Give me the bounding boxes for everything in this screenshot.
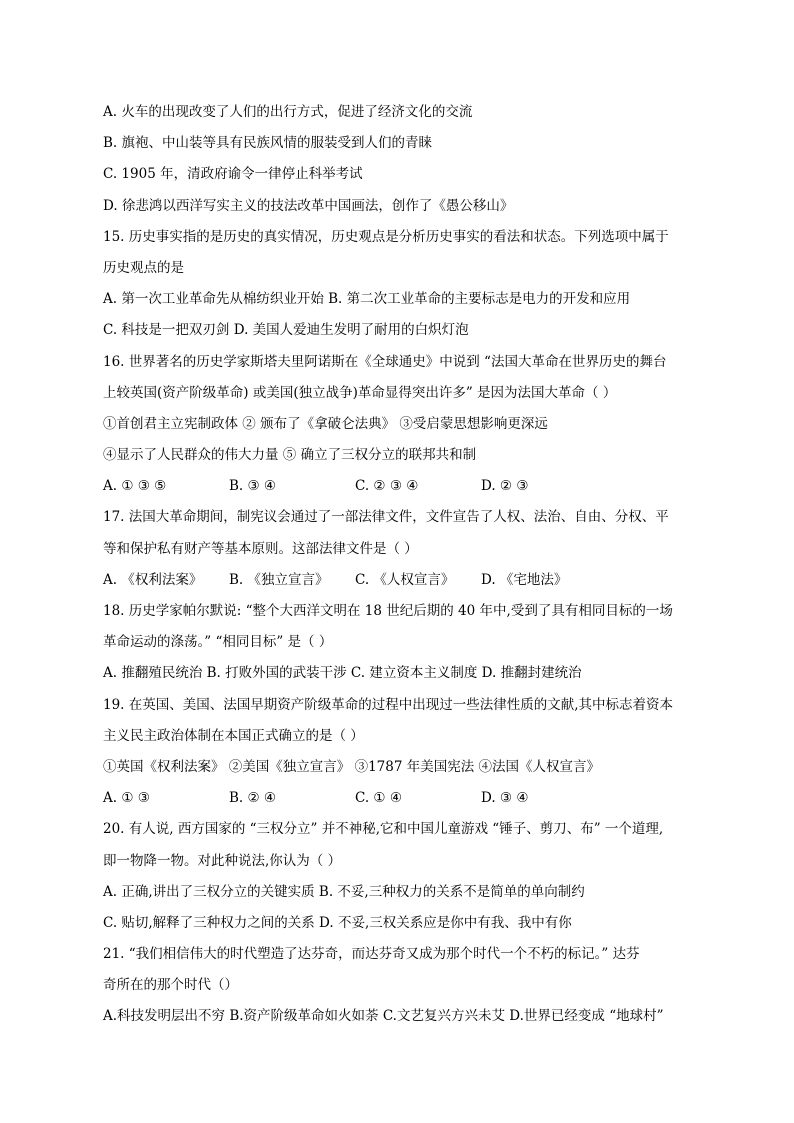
q18-options-line: A. 推翻殖民统治 B. 打败外国的武装干涉 C. 建立资本主义制度 D. 推翻封建统治 [103,665,582,682]
q14-option-a: A. 火车的出现改变了人们的出行方式，促进了经济文化的交流 [103,104,473,120]
q21-stem-line1: 21. “我们相信伟大的时代塑造了达芬奇，而达芬奇又成为那个时代一个不朽的标记。” 达芬 [103,946,640,963]
q16-items-line1: ①首创君主立宪制政体 ② 颁布了《拿破仑法典》 ③受启蒙思想影响更深远 [103,415,548,432]
q18-stem-line1: 18. 历史学家帕尔默说: “整个大西洋文明在 18 世纪后期的 40 年中,受到了具有相同目标的一场 [103,603,673,619]
q19-stem-line2: 主义民主政治体制在本国正式确立的是（ ） [103,727,364,744]
document-page [103,97,699,1033]
q16-items-line2: ④显示了人民群众的伟大力量 ⑤ 确立了三权分立的联邦共和制 [103,447,477,464]
q19-options-row [103,783,699,814]
q17-option-c: C. 《人权宣言》 [355,571,455,588]
q15-options-line1: A. 第一次工业革命先从棉纺织业开始 B. 第二次工业革命的主要标志是电力的开发和应用 [103,291,631,308]
q19-items-line: ①英国《权利法案》 ②美国《独立宣言》 ③1787 年美国宪法 ④法国《人权宣言》 [103,758,601,775]
q14-option-c: C. 1905 年，清政府谕令一律停止科举考试 [103,166,363,183]
q17-options-row [103,565,699,596]
q16-option-b: B. ③ ④ [229,478,276,495]
q14-option-d: D. 徐悲鸿以西洋写实主义的技法改革中国画法，创作了《愚公移山》 [103,197,514,214]
q17-stem-line2: 等和保护私有财产等基本原则。这部法律文件是（ ） [103,540,418,557]
q20-stem-line1: 20. 有人说, 西方国家的 “三权分立” 并不神秘,它和中国儿童游戏 “锤子、剪刀、布” 一个道理, [103,821,664,838]
q15-stem-line2: 历史观点的是 [103,259,184,276]
q15-stem-line1: 15. 历史事实指的是历史的真实情况，历史观点是分析历史事实的看法和状态。下列选项中属于 [103,228,669,245]
q20-stem-line2: 即一物降一物。对此种说法,你认为（ ） [103,852,342,869]
q19-option-c: C. ① ④ [355,790,402,807]
q14-option-b: B. 旗袍、中山装等具有民族风情的服装受到人们的青睐 [103,135,433,152]
q16-stem-line2: 上较英国(资产阶级革命) 或美国(独立战争)革命显得突出许多” 是因为法国大革命（ ） [103,384,617,401]
q16-options-row [103,471,699,502]
q15-options-line2: C. 科技是一把双刃剑 D. 美国人爱迪生发明了耐用的白炽灯泡 [103,322,469,339]
q18-stem-line2: 革命运动的涤荡。” “相同目标” 是（ ） [103,634,333,651]
q20-options-line1: A. 正确,讲出了三权分立的关键实质 B. 不妥,三种权力的关系不是简单的单向制约 [103,883,585,900]
q16-option-a: A. ① ③ ⑤ [103,478,167,495]
q19-option-a: A. ① ③ [103,790,150,807]
q17-option-b: B. 《独立宣言》 [229,571,329,588]
q19-option-b: B. ② ④ [229,790,276,807]
q16-stem-line1: 16. 世界著名的历史学家斯塔夫里阿诺斯在《全球通史》中说到 “法国大革命在世界历史的舞台 [103,353,667,370]
q17-option-a: A. 《权利法案》 [103,571,203,588]
q16-option-c: C. ② ③ ④ [355,478,419,495]
q17-stem-line1: 17. 法国大革命期间，制宪议会通过了一部法律文件，文件宣告了人权、法治、自由、分权、平 [103,509,669,526]
q20-options-line2: C. 贴切,解释了三种权力之间的关系 D. 不妥,三权关系应是你中有我、我中有你 [103,914,572,931]
q19-stem-line1: 19. 在英国、美国、法国早期资产阶级革命的过程中出现过一些法律性质的文献,其中标志着资本 [103,696,674,713]
q19-option-d: D. ③ ④ [481,790,529,807]
q21-options-line: A.科技发明层出不穷 B.资产阶级革命如火如荼 C.文艺复兴方兴未艾 D.世界已经变成 “地球村” [103,1008,664,1025]
q21-stem-line2: 奇所在的那个时代（） [103,977,238,994]
q17-option-d: D. 《宅地法》 [481,571,568,588]
q16-option-d: D. ② ③ [481,478,529,495]
